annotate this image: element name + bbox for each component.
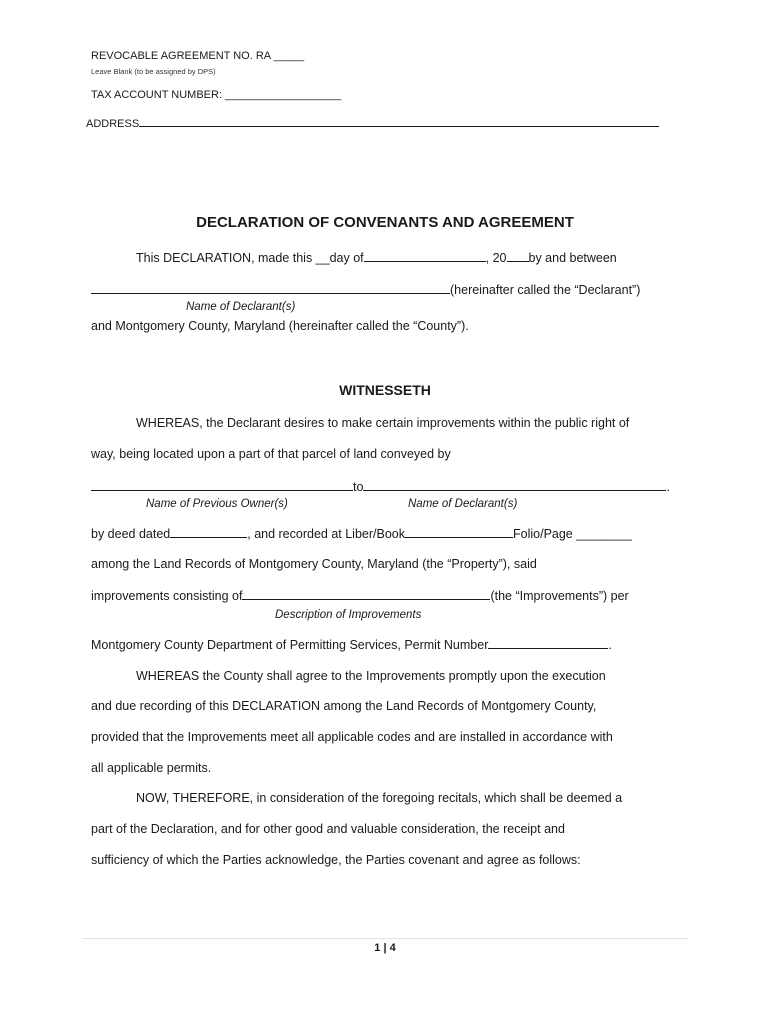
caption-description-of-improvements: Description of Improvements	[275, 609, 422, 621]
footer-divider	[82, 938, 688, 939]
caption-name-of-declarants: Name of Declarant(s)	[186, 301, 296, 313]
liber-book-blank	[405, 525, 513, 538]
whereas1-line-1: WHEREAS, the Declarant desires to make certain improvements within the public right of	[136, 416, 630, 430]
deed-date-blank	[170, 525, 247, 538]
land-records-line: among the Land Records of Montgomery County, Maryland (the “Property”), said	[91, 557, 537, 571]
period: .	[666, 480, 670, 494]
declarant-name-blank	[91, 281, 450, 294]
intro-line-1	[136, 249, 617, 266]
improvements-text-a: improvements consisting of	[91, 589, 243, 603]
whereas1-line-2: way, being located upon a part of that parcel of land conveyed by	[91, 447, 451, 461]
now-therefore-line-3: sufficiency of which the Parties acknowledge, the Parties covenant and agree as follows:	[91, 853, 581, 867]
year-blank	[507, 249, 529, 262]
hereinafter-declarant-text: (hereinafter called the “Declarant”)	[450, 283, 641, 297]
and-county-line: and Montgomery County, Maryland (hereinafter called the “County”).	[91, 319, 469, 333]
declarant-line	[91, 281, 640, 298]
whereas2-line-1: WHEREAS the County shall agree to the Improvements promptly upon the execution	[136, 669, 606, 683]
improvements-text-b: (the “Improvements”) per	[490, 589, 629, 603]
page-number: 1 | 4	[374, 942, 396, 954]
intro-text-b: , 20	[485, 251, 507, 265]
permit-period: .	[608, 638, 612, 652]
whereas2-line-3: provided that the Improvements meet all applicable codes and are installed in accordance with	[91, 730, 613, 744]
agreement-number-line: REVOCABLE AGREEMENT NO. RA _____	[91, 50, 305, 62]
whereas2-line-2: and due recording of this DECLARATION among the Land Records of Montgomery County,	[91, 699, 597, 713]
permit-number-blank	[488, 636, 608, 649]
permit-line	[91, 636, 612, 653]
document-title: DECLARATION OF CONVENANTS AND AGREEMENT	[196, 214, 574, 231]
declarant-blank-2	[363, 478, 666, 491]
improvements-description-blank	[242, 587, 490, 600]
previous-owner-blank	[91, 478, 353, 491]
conveyance-line	[91, 478, 670, 495]
whereas2-line-4: all applicable permits.	[91, 761, 212, 775]
intro-text-a: This DECLARATION, made this __day of	[136, 251, 364, 265]
now-therefore-line-2: part of the Declaration, and for other good and valuable consideration, the receipt and	[91, 822, 565, 836]
address-label: ADDRESS	[86, 118, 140, 130]
address-blank	[139, 114, 659, 127]
address-line	[86, 114, 659, 131]
intro-text-c: by and between	[528, 251, 617, 265]
leave-blank-note: Leave Blank (to be assigned by DPS)	[91, 67, 216, 76]
caption-declarant-2: Name of Declarant(s)	[408, 498, 518, 510]
improvements-line	[91, 587, 629, 604]
deed-text-b: , and recorded at Liber/Book	[247, 527, 405, 541]
deed-line	[91, 525, 632, 542]
deed-text-a: by deed dated	[91, 527, 171, 541]
day-of-blank	[364, 249, 486, 262]
tax-account-number-line: TAX ACCOUNT NUMBER: ___________________	[91, 89, 342, 101]
caption-previous-owner: Name of Previous Owner(s)	[146, 498, 288, 510]
deed-text-c: Folio/Page ________	[513, 527, 632, 541]
witnesseth-heading: WITNESSETH	[339, 382, 431, 398]
permit-text: Montgomery County Department of Permitting Services, Permit Number	[91, 638, 489, 652]
to-word: to	[353, 480, 364, 494]
now-therefore-line-1: NOW, THEREFORE, in consideration of the foregoing recitals, which shall be deemed a	[136, 791, 623, 805]
